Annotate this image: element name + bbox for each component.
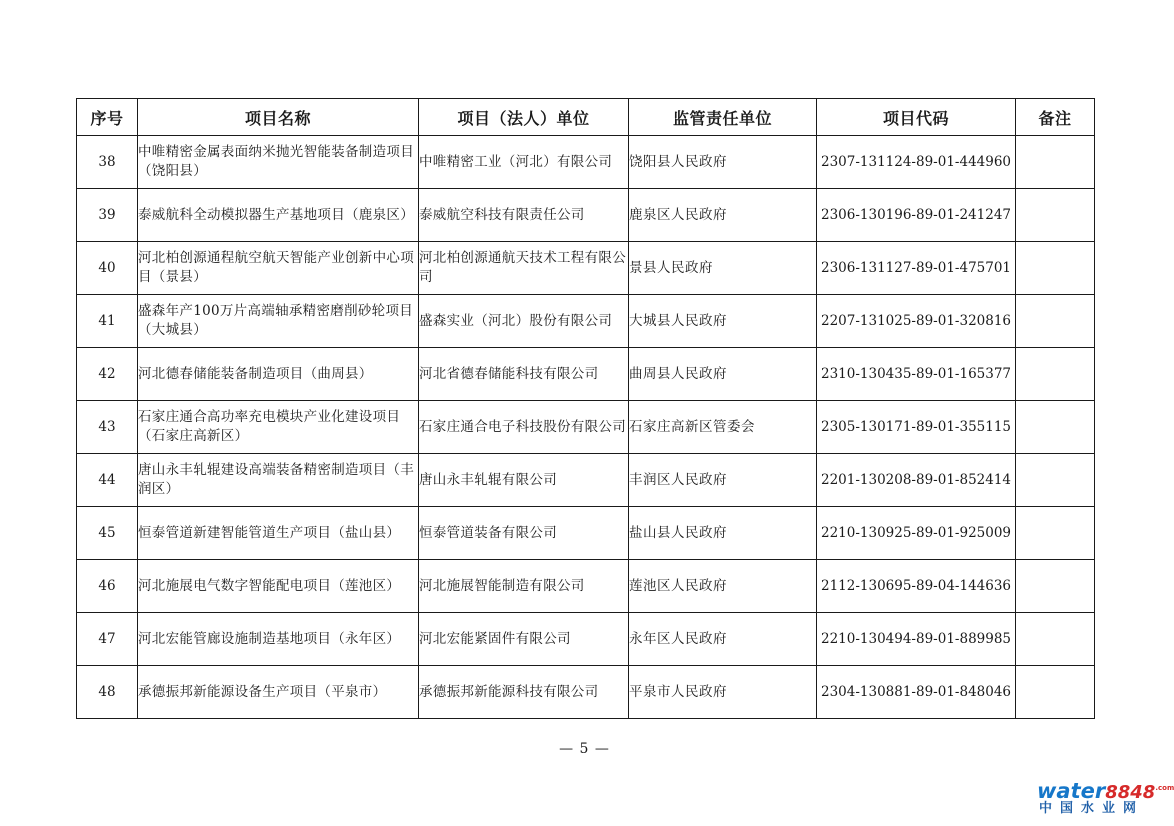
cell-project-code: 2201-130208-89-01-852414 (817, 454, 1016, 507)
table-body (77, 136, 1095, 719)
cell-project-name: 泰威航科全动模拟器生产基地项目（鹿泉区） (138, 189, 419, 242)
cell-project-code: 2307-131124-89-01-444960 (817, 136, 1016, 189)
cell-legal-unit: 河北施展智能制造有限公司 (419, 560, 629, 613)
table-row (77, 560, 1095, 613)
cell-legal-unit: 河北省德春储能科技有限公司 (419, 348, 629, 401)
table-row (77, 295, 1095, 348)
cell-project-code: 2310-130435-89-01-165377 (817, 348, 1016, 401)
table-row (77, 613, 1095, 666)
cell-supervisor: 景县人民政府 (629, 242, 817, 295)
cell-project-code: 2112-130695-89-04-144636 (817, 560, 1016, 613)
table-row (77, 507, 1095, 560)
cell-no: 44 (77, 454, 138, 507)
cell-no: 43 (77, 401, 138, 454)
cell-note (1016, 613, 1095, 666)
cell-project-name: 石家庄通合高功率充电模块产业化建设项目（石家庄高新区） (138, 401, 419, 454)
cell-project-code: 2210-130925-89-01-925009 (817, 507, 1016, 560)
table-row (77, 454, 1095, 507)
cell-project-name: 唐山永丰轧辊建设高端装备精密制造项目（丰润区） (138, 454, 419, 507)
cell-project-name: 中唯精密金属表面纳米抛光智能装备制造项目（饶阳县） (138, 136, 419, 189)
cell-no: 39 (77, 189, 138, 242)
cell-legal-unit: 河北宏能紧固件有限公司 (419, 613, 629, 666)
table-row (77, 189, 1095, 242)
cell-project-code: 2210-130494-89-01-889985 (817, 613, 1016, 666)
cell-legal-unit: 中唯精密工业（河北）有限公司 (419, 136, 629, 189)
table-header-row (77, 99, 1095, 136)
cell-legal-unit: 盛森实业（河北）股份有限公司 (419, 295, 629, 348)
table-row (77, 136, 1095, 189)
cell-project-name: 盛森年产100万片高端轴承精密磨削砂轮项目（大城县） (138, 295, 419, 348)
water8848-logo (1037, 776, 1174, 818)
cell-supervisor: 平泉市人民政府 (629, 666, 817, 719)
cell-supervisor: 饶阳县人民政府 (629, 136, 817, 189)
cell-project-name: 河北宏能管廊设施制造基地项目（永年区） (138, 613, 419, 666)
cell-note (1016, 348, 1095, 401)
cell-note (1016, 136, 1095, 189)
cell-legal-unit: 恒泰管道装备有限公司 (419, 507, 629, 560)
cell-note (1016, 454, 1095, 507)
cell-no: 38 (77, 136, 138, 189)
page-number: — 5 — (559, 741, 610, 757)
header-no: 序号 (77, 99, 138, 136)
header-note: 备注 (1016, 99, 1095, 136)
cell-no: 48 (77, 666, 138, 719)
cell-legal-unit: 承德振邦新能源科技有限公司 (419, 666, 629, 719)
cell-note (1016, 189, 1095, 242)
cell-note (1016, 507, 1095, 560)
cell-no: 41 (77, 295, 138, 348)
cell-note (1016, 560, 1095, 613)
cell-supervisor: 鹿泉区人民政府 (629, 189, 817, 242)
logo-number: 8848 (1105, 782, 1156, 803)
cell-supervisor: 曲周县人民政府 (629, 348, 817, 401)
cell-supervisor: 大城县人民政府 (629, 295, 817, 348)
cell-note (1016, 242, 1095, 295)
cell-legal-unit: 唐山永丰轧辊有限公司 (419, 454, 629, 507)
cell-supervisor: 莲池区人民政府 (629, 560, 817, 613)
cell-project-name: 恒泰管道新建智能管道生产项目（盐山县） (138, 507, 419, 560)
logo-chinese-name: 中国水业网 (1039, 801, 1145, 816)
cell-legal-unit: 河北柏创源通航天技术工程有限公司 (419, 242, 629, 295)
cell-project-code: 2304-130881-89-01-848046 (817, 666, 1016, 719)
project-table (76, 98, 1095, 719)
cell-project-code: 2306-130196-89-01-241247 (817, 189, 1016, 242)
cell-project-code: 2207-131025-89-01-320816 (817, 295, 1016, 348)
cell-project-name: 河北德春储能装备制造项目（曲周县） (138, 348, 419, 401)
cell-supervisor: 盐山县人民政府 (629, 507, 817, 560)
cell-supervisor: 丰润区人民政府 (629, 454, 817, 507)
header-project-name: 项目名称 (138, 99, 419, 136)
table-row (77, 242, 1095, 295)
cell-note (1016, 666, 1095, 719)
header-legal-unit: 项目（法人）单位 (419, 99, 629, 136)
cell-project-name: 河北施展电气数字智能配电项目（莲池区） (138, 560, 419, 613)
logo-word: water (1037, 779, 1106, 803)
logo-suffix: .com (1155, 784, 1174, 792)
cell-project-code: 2306-131127-89-01-475701 (817, 242, 1016, 295)
logo-wordmark (1037, 776, 1174, 803)
cell-project-code: 2305-130171-89-01-355115 (817, 401, 1016, 454)
header-project-code: 项目代码 (817, 99, 1016, 136)
cell-note (1016, 401, 1095, 454)
cell-supervisor: 石家庄高新区管委会 (629, 401, 817, 454)
cell-no: 45 (77, 507, 138, 560)
table-row (77, 666, 1095, 719)
table-row (77, 348, 1095, 401)
table-row (77, 401, 1095, 454)
cell-no: 40 (77, 242, 138, 295)
cell-no: 42 (77, 348, 138, 401)
cell-legal-unit: 石家庄通合电子科技股份有限公司 (419, 401, 629, 454)
header-supervisor: 监管责任单位 (629, 99, 817, 136)
cell-supervisor: 永年区人民政府 (629, 613, 817, 666)
cell-no: 46 (77, 560, 138, 613)
cell-project-name: 河北柏创源通程航空航天智能产业创新中心项目（景县） (138, 242, 419, 295)
cell-project-name: 承德振邦新能源设备生产项目（平泉市） (138, 666, 419, 719)
cell-no: 47 (77, 613, 138, 666)
cell-legal-unit: 泰威航空科技有限责任公司 (419, 189, 629, 242)
cell-note (1016, 295, 1095, 348)
